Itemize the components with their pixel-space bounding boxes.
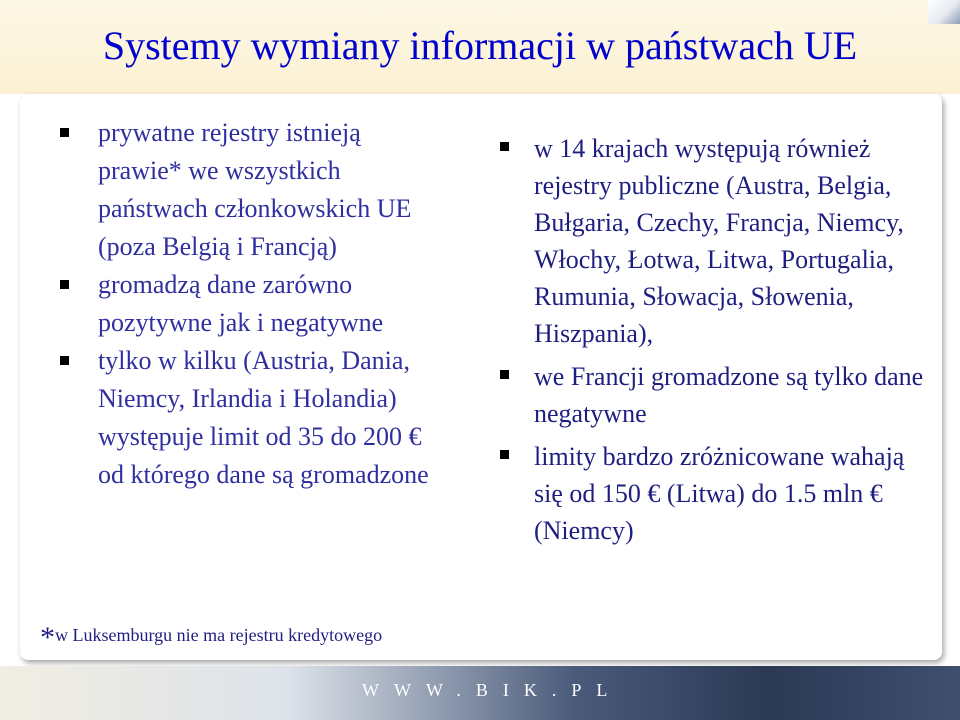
footnote (40, 621, 382, 655)
right-bullet-list (496, 130, 936, 549)
right-bullet-3: limity bardzo zróżnicowane wahają się od 150 € (Litwa) do 1.5 mln € (Niemcy) (496, 438, 936, 549)
left-bullet-list (60, 114, 440, 494)
left-bullet-2: gromadzą dane zarówno pozytywne jak i negatywne (60, 266, 440, 342)
right-bullet-1: w 14 krajach występują również rejestry publiczne (Austra, Belgia, Bułgaria, Czechy, Francja, Niemcy, Włochy, Łotwa, Litwa, Portugalia, Rumunia, Słowacja, Słowenia, Hiszpania), (496, 130, 936, 352)
slide-title: Systemy wymiany informacji w państwach UE (102, 23, 858, 68)
footnote-text: w Luksemburgu nie ma rejestru kredytowego (55, 625, 383, 645)
left-bullet-1: prywatne rejestry istnieją prawie* we wszystkich państwach członkowskich UE (poza Belgią i Francją) (60, 114, 440, 266)
right-bullet-2: we Francji gromadzone są tylko dane negatywne (496, 358, 936, 432)
left-bullet-3: tylko w kilku (Austria, Dania, Niemcy, Irlandia i Holandia) występuje limit od 35 do 200 € od którego dane są gromadzone (60, 342, 440, 494)
footnote-asterisk: * (40, 621, 55, 654)
corner-decoration (928, 0, 960, 24)
footer-url: WWW.BIK.PL (362, 680, 623, 700)
